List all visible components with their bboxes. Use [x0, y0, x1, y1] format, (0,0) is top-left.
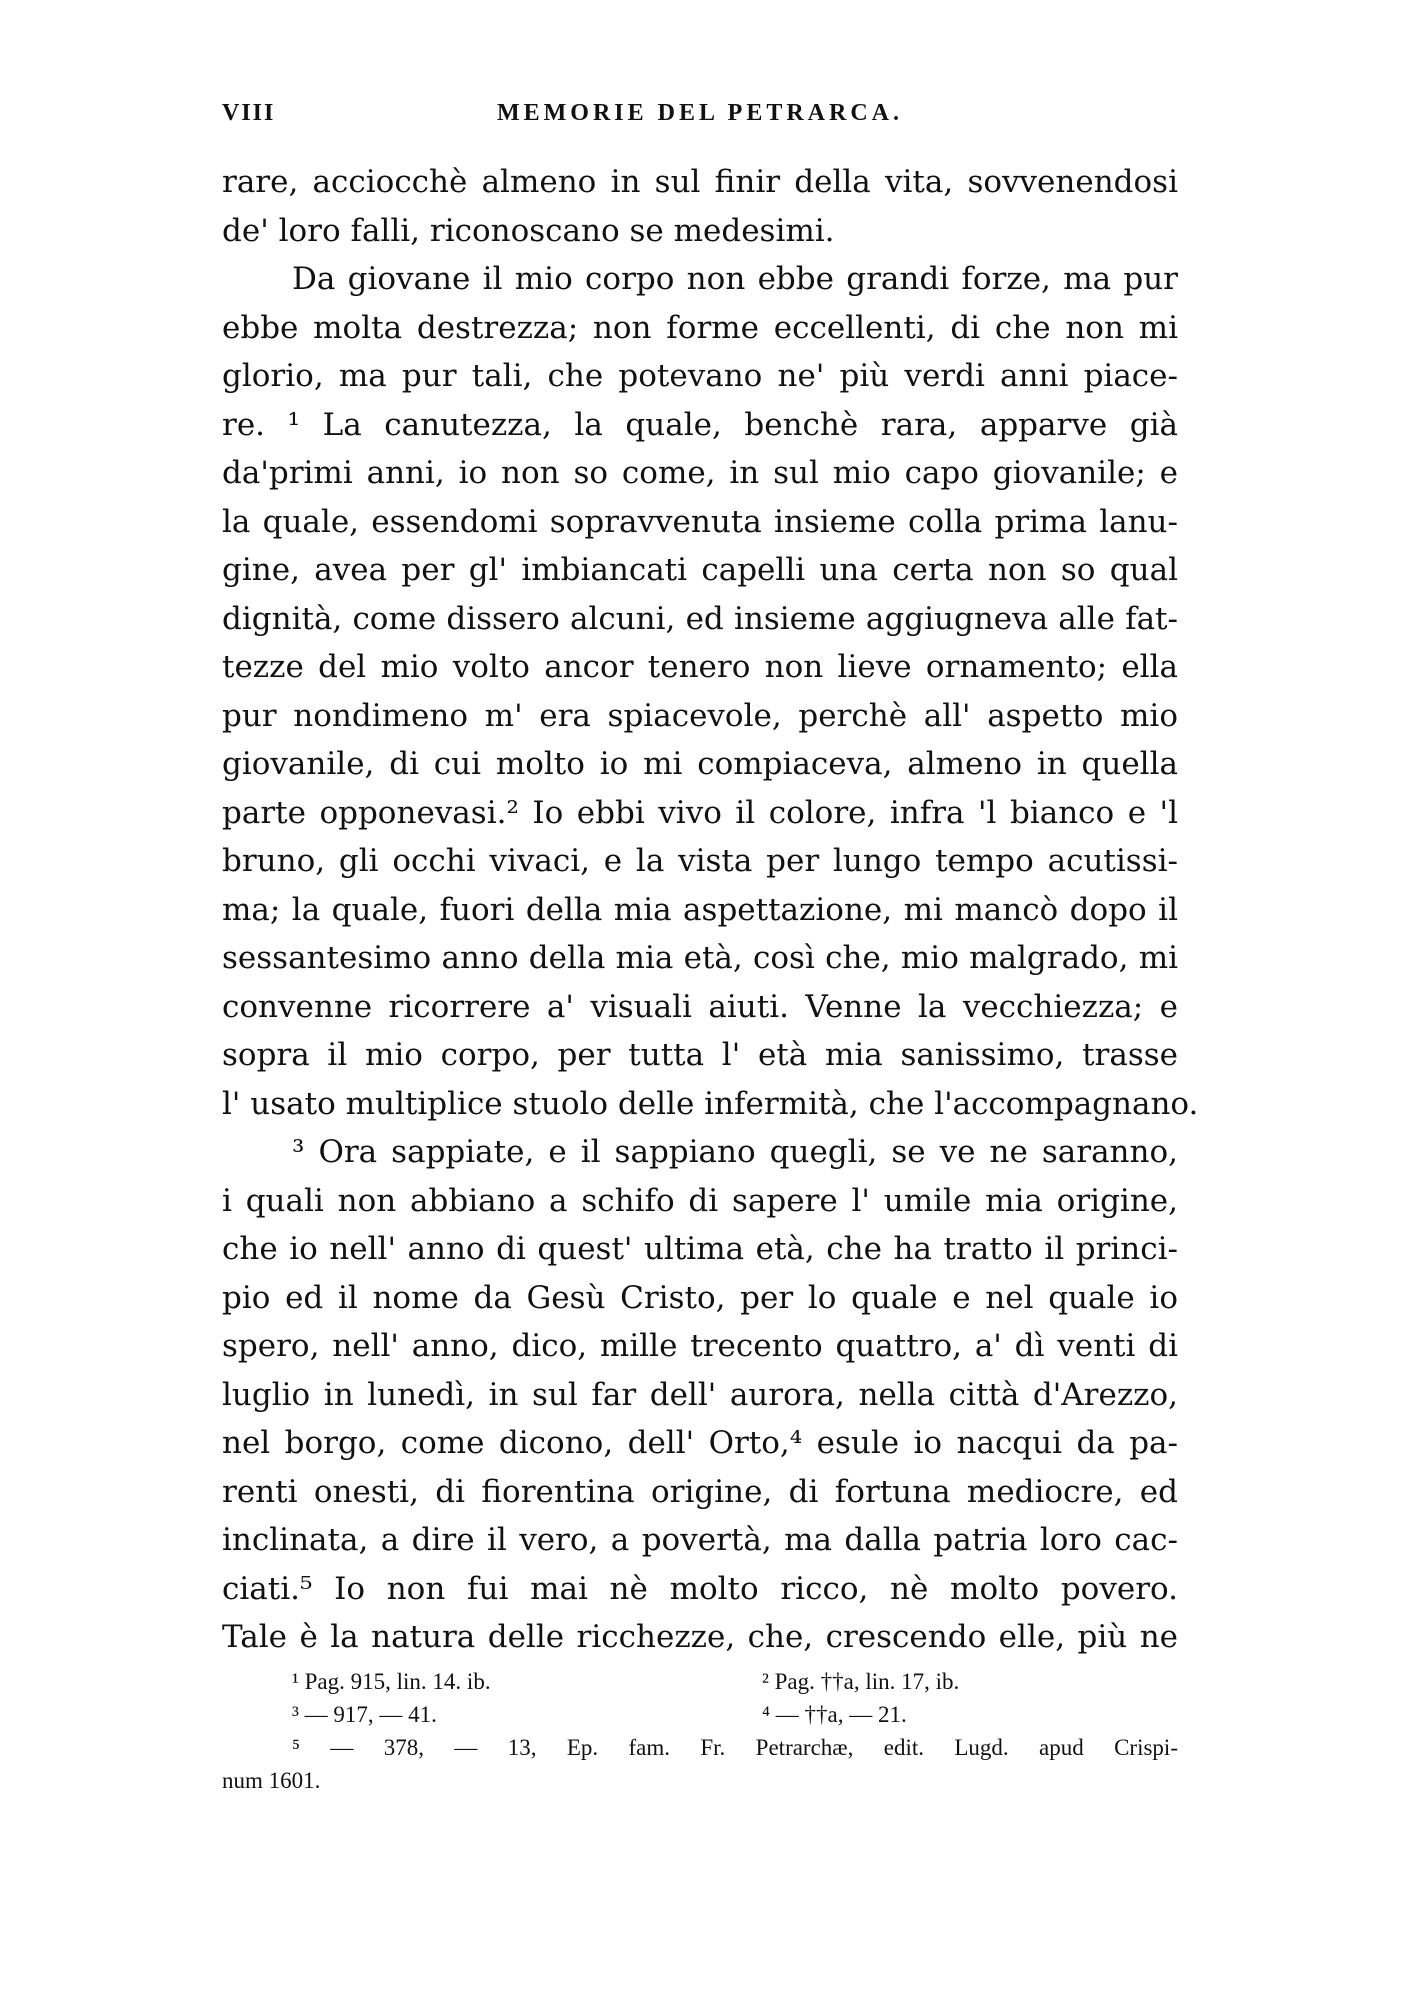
footnote-row — [222, 1731, 1178, 1764]
text-line: bruno, gli occhi vivaci, e la vista per lungo tempo acutissi- — [222, 843, 1178, 879]
footnotes — [222, 1665, 1178, 1797]
text-line: ciati.⁵ Io non fui mai nè molto ricco, nè molto povero. — [222, 1570, 1178, 1607]
text-line: Da giovane il mio corpo non ebbe grandi forze, ma pur — [292, 261, 1178, 297]
text-line: sopra il mio corpo, per tutta l' età mia sanissimo, trasse — [222, 1037, 1178, 1073]
text-line: nel borgo, come dicono, dell' Orto,⁴ esule io nacqui da pa- — [222, 1425, 1178, 1461]
footnote-2: ² Pag. ††a, lin. 17, ib. — [762, 1669, 960, 1694]
footnote-5-continued: num 1601. — [222, 1768, 321, 1793]
text-line: luglio in lunedì, in sul far dell' aurora, nella città d'Arezzo, — [222, 1376, 1178, 1413]
text-line: ebbe molta destrezza; non forme eccellenti, di che non mi — [222, 309, 1178, 346]
paragraph-3 — [222, 1128, 1178, 1662]
text-line: re. ¹ La canutezza, la quale, benchè rara, apparve già — [222, 406, 1178, 443]
text-line: gine, avea per gl' imbiancati capelli una certa non so qual — [222, 552, 1178, 588]
running-head — [222, 100, 1178, 140]
text-line: giovanile, di cui molto io mi compiaceva, almeno in quella — [222, 746, 1178, 782]
footnote-row — [222, 1764, 1178, 1797]
text-line: ³ Ora sappiate, e il sappiano quegli, se ve ne saranno, — [292, 1134, 1178, 1170]
text-line: ma; la quale, fuori della mia aspettazione, mi mancò dopo il — [222, 891, 1178, 928]
text-line: l' usato multiplice stuolo delle infermità, che l'accompagnano. — [222, 1085, 1199, 1122]
text-line: i quali non abbiano a schifo di sapere l' umile mia origine, — [222, 1182, 1178, 1219]
text-line: da'primi anni, io non so come, in sul mio capo giovanile; e — [222, 455, 1178, 491]
text-line: tezze del mio volto ancor tenero non lieve ornamento; ella — [222, 649, 1178, 685]
page-number: VIII — [222, 100, 276, 126]
text-line: renti onesti, di fiorentina origine, di fortuna mediocre, ed — [222, 1473, 1178, 1510]
text-line: inclinata, a dire il vero, a povertà, ma dalla patria loro cac- — [222, 1522, 1178, 1558]
text-line: glorio, ma pur tali, che potevano ne' più verdi anni piace- — [222, 358, 1178, 394]
text-line: pur nondimeno m' era spiacevole, perchè all' aspetto mio — [222, 697, 1178, 734]
text-line: convenne ricorrere a' visuali aiuti. Venne la vecchiezza; e — [222, 988, 1178, 1025]
text-line: Tale è la natura delle ricchezze, che, crescendo elle, più ne — [222, 1619, 1178, 1655]
text-line: parte opponevasi.² Io ebbi vivo il colore, infra 'l bianco e 'l — [222, 794, 1178, 831]
footnote-5: ⁵ — 378, — 13, Ep. fam. Fr. Petrarchæ, edit. Lugd. apud Crispi- — [292, 1735, 1178, 1760]
main-text — [222, 158, 1199, 1662]
text-line: sessantesimo anno della mia età, così che, mio malgrado, mi — [222, 940, 1178, 976]
footnote-4: ⁴ — ††a, — 21. — [762, 1702, 907, 1727]
paragraph-1 — [222, 158, 1178, 255]
paragraph-2 — [222, 255, 1199, 1128]
footnote-row — [222, 1665, 1178, 1698]
running-title: MEMORIE DEL PETRARCA. — [496, 100, 904, 126]
text-line: la quale, essendomi sopravvenuta insieme colla prima lanu- — [222, 503, 1178, 540]
footnote-row — [222, 1698, 1178, 1731]
footnote-3: ³ — 917, — 41. — [292, 1702, 437, 1727]
text-line: pio ed il nome da Gesù Cristo, per lo quale e nel quale io — [222, 1279, 1178, 1316]
text-line: spero, nell' anno, dico, mille trecento quattro, a' dì venti di — [222, 1328, 1178, 1364]
text-line: che io nell' anno di quest' ultima età, che ha tratto il princi- — [222, 1231, 1178, 1267]
footnote-1: ¹ Pag. 915, lin. 14. ib. — [292, 1669, 491, 1694]
text-line: dignità, come dissero alcuni, ed insieme aggiugneva alle fat- — [222, 600, 1178, 637]
text-line: rare, acciocchè almeno in sul finir della vita, sovvenendosi — [222, 164, 1178, 200]
text-line: de' loro falli, riconoscano se medesimi. — [222, 212, 835, 249]
